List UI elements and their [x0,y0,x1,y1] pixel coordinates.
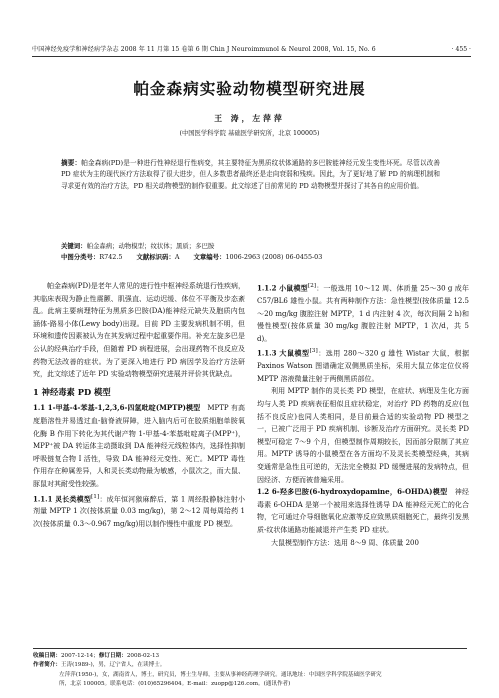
clc-label: 中图分类号： [61,253,100,261]
author-2-info-line-1: 左萍萍(1950-)，女，湖南省人，博士，研究员，博士生导师，主要从事神经药理学研究。通讯地址：中国医学科学院基础医学研究 [59,671,382,678]
right-column [257,280,469,549]
rat-model-paragraph: 大鼠模型制作方法：选用 8～9 周、体质量 200 [271,538,419,547]
received-date: 2007-12-14； [60,653,99,659]
subsection-1-1-3-heading: 1.1.3 大鼠模型 [257,348,310,358]
subsection-1-1 [33,402,245,490]
abstract [61,158,440,192]
subsection-1-2 [257,486,469,536]
section-1-heading: 1 神经毒素 PD 模型 [33,386,111,397]
doc-code-label: 文献标识码： [136,253,175,261]
clc-value: R742.5 [99,253,123,261]
subsection-1-1-1 [33,491,245,531]
subsection-1-1-3 [257,345,469,385]
author-info-label: 作者简介： [33,662,61,669]
author-1-info: 王涛(1989-)，男，辽宁省人，在读博士。 [60,662,166,669]
page-number: · 455 · [451,46,471,53]
reference-1: [1] [91,493,100,500]
mptp-evaluation-paragraph: 利用 MPTP 制作的灵长类 PD 模型，在症状、病理及生化方面均与人类 PD 疾病表征相似且症状稳定，对治疗 PD 药物的反应(包括不良反应)也同人类相同，是目前最合适的实验动物 PD 模型之一，已被广泛用于 PD 疾病机制、诊断及治疗方面研究。灵长类 PD 模型可稳定 7～9 个月，但模型制作周期较长，因而部分限制了其应用。MPTP 诱导的小鼠模型在各方面均不及灵长类模型经典，其病变通常是急性且可逆的，无法完全模拟 PD 缓慢进展的发病特点，但因经济、方便而被普遍采用。 [257,387,469,484]
article-authors: 王 涛，左萍萍 [214,114,285,123]
abstract-label: 摘要： [61,159,82,167]
subsection-1-1-1-heading: 1.1.1 灵长类模型 [33,493,92,503]
intro-paragraph: 帕金森病(PD)是老年人常见的进行性中枢神经系统退行性疾病，其临床表现为静止性震颤、肌强直、运动迟缓、体位不平衡及步态紊乱。此病主要病理特征为黑质多巴胺(DA)能神经元缺失及胞质内包涵体-路易小体(Lewy body)出现。目前 PD 主要发病机制不明，但环境和遗传因素被认为在其发病过程中起重要作用。补充左旋多巴是公认的经典治疗手段，但随着 PD 病程进展，会出现药物不良反应及药物无法改善的症状。为了更深入地进行 PD 病因学及治疗方法研究，此文综述了近年 PD 实验动物模型研究进展并评价其优缺点。 [33,282,245,379]
subsection-1-2-heading: 1.2 6-羟多巴胺(6-hydroxydopamine，6-OHDA)模型 [257,487,448,497]
article-id-value: 1006-2963 (2008) 06-0455-03 [225,253,323,261]
article-id-label: 文章编号： [193,253,226,261]
subsection-1-1-heading: 1.1 1-甲基-4-苯基-1,2,3,6-四氢吡啶(MPTP)模型 [33,403,201,413]
subsection-1-1-2 [257,280,469,345]
reference-3: [3] [309,348,318,355]
subsection-1-1-text: MPTP 有高度脂溶性并易透过血-脑脊液屏障，进入脑内后可在胶质细胞单胺氧化酶 B 作用下转化为其代谢产物 1-甲基-4-苯基吡啶离子(MPP⁺)，MPP⁺被 DA 转运体主动摄取到 DA 能神经元线粒体内，选择性抑制呼吸链复合物 I 活性，导致 DA 能神经元变性、死亡。MPTP 毒性作用存在种属差异，人和灵长类动物最为敏感，小鼠次之，而大鼠、豚鼠对其耐受性较强。 [33,404,246,488]
abstract-text: 帕金森病(PD)是一种进行性神经退行性病变，其主要特征为黑质纹状体通路的多巴胺能神经元发生变性坏死。尽管以改善 PD 症状为主的现代医疗方法取得了很大进步，但人多数患者最终还是走向衰弱和残疾。因此，为了更好地了解 PD 的病理机制和寻求更有效的治疗方法，PD 相关动物模型的制作很重要。此文综述了目前常见的 PD 动物模型并探讨了其各自的应用价值。 [61,159,440,190]
revised-label: 修订日期： [98,653,127,659]
revised-date: 2008-02-13 [126,653,160,659]
subsection-1-1-1-text: ：成年恒河猴麻醉后，第 1 周经股静脉注射小剂量 MPTP 1 次(按体质量 0.03 mg/kg)，第 2～12 周每周给药 1 次(按体质量 0.3～0.967 mg/kg)用以制作慢性中重度 PD 模型。 [33,494,245,529]
subsection-1-1-3-text: ：选用 280～320 g 雄性 Wistar 大鼠，根据 Paxinos Watson 图谱确定双侧黑质坐标，采用大鼠立体定位仪将 MPTP 溶液微量注射于两侧黑质部位。 [257,349,469,383]
keywords-label: 关键词： [61,242,87,250]
article-title: 帕金森病实验动物模型研究进展 [133,79,366,98]
dates-line [33,652,467,661]
keywords [61,241,459,252]
classification-line [61,252,459,263]
reference-2: [2] [307,283,317,289]
subsection-1-1-2-text: ：一般选用 10～12 周、体质量 25～30 g 成年 C57/BL6 雄性小鼠。共有两种制作方法：急性模型(按体质量 12.5～20 mg/kg 腹腔注射 MPTP，1 d 内注射 4 次，每次间隔 2 h)和慢性模型(按体质量 30 mg/kg 腹腔注射 MPTP，1 次/d，共 5 d)。 [257,284,469,343]
received-label: 收稿日期： [33,653,61,659]
left-column [33,280,245,531]
author-2-info-line-2: 所，北京 100005。联系电话：(010)65296404。E-mail：zuopp@126.com。(通讯作者) [59,680,291,687]
keywords-text: 帕金森病；动物模型；纹状体；黑质；多巴胺 [86,242,215,250]
journal-citation: 中国神经免疫学和神经病学杂志 2008 年 11 月第 15 卷第 6 期 Chin J Neuroimmunol & Neurol 2008, Vol. 15, No. 6 [32,46,376,53]
subsection-1-2-text: 神经毒素 6-OHDA 是第一个被用来选择性诱导 DA 能神经元死亡的化合物，它可通过介导细胞氧化应激等反应致黑质细胞死亡，最终引发黑质-纹状体通路功能减退并产生类 PD 症状。 [257,488,470,534]
subsection-1-1-2-heading: 1.1.2 小鼠模型 [257,283,308,293]
author-affiliation: (中国医学科学院 基础医学研究所，北京 100005) [179,130,320,137]
running-header [32,44,471,57]
footnotes [33,648,467,689]
author-info-line [33,661,467,670]
doc-code-value: A [174,253,180,261]
